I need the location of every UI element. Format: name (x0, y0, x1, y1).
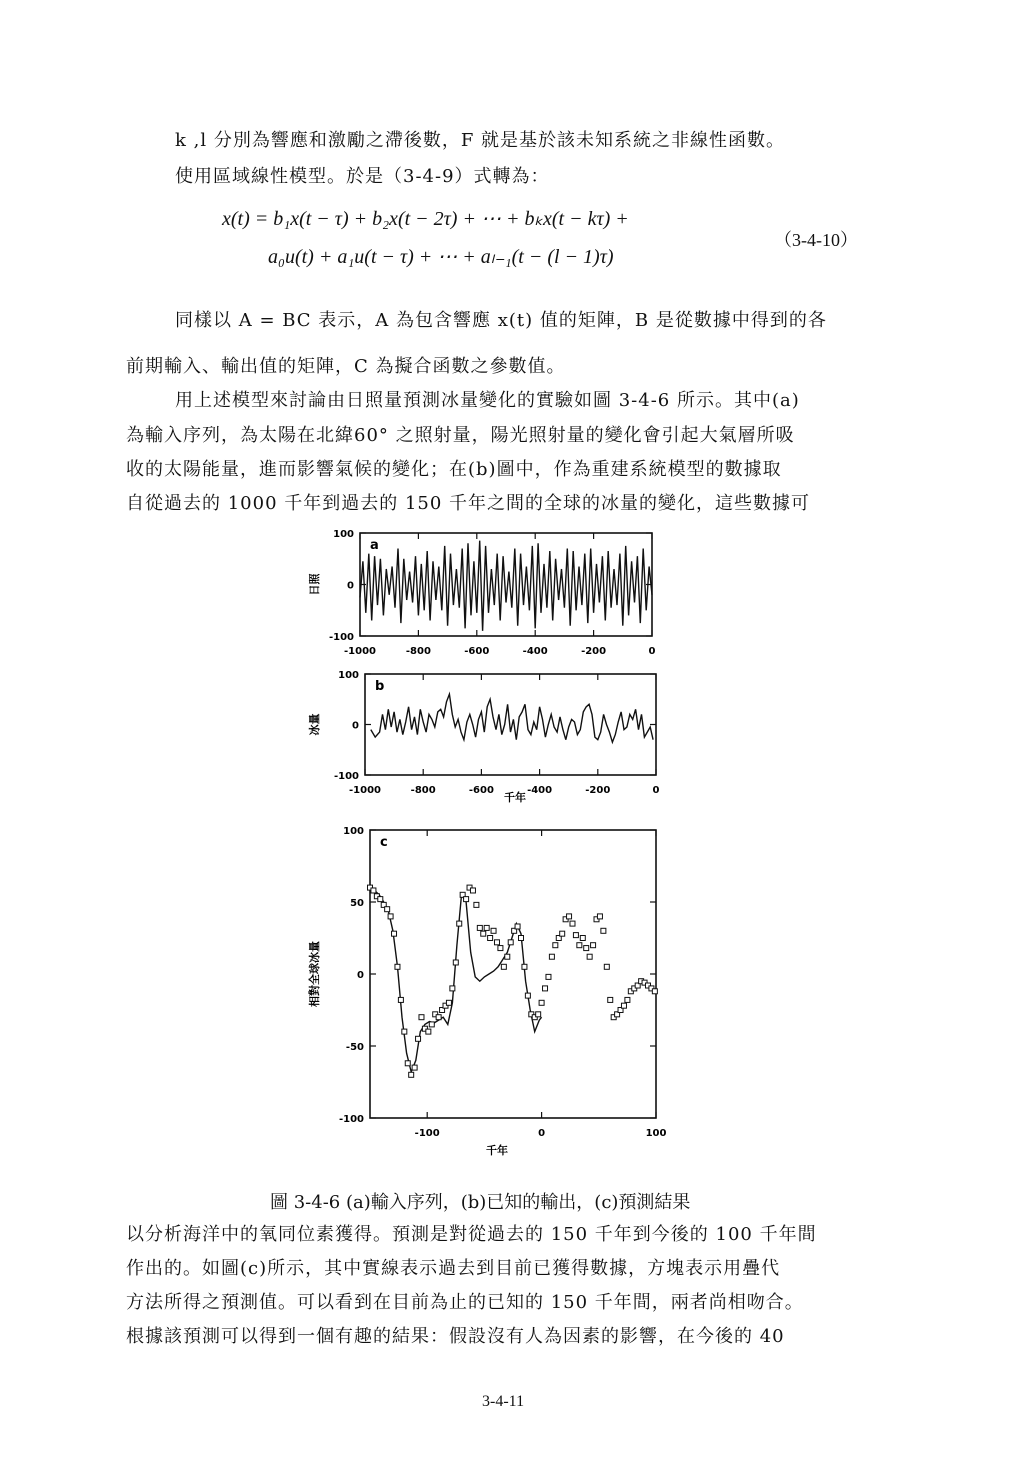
x-tick-label: 100 (645, 1128, 667, 1139)
predicted-point (625, 997, 630, 1002)
page-number: 3-4-11 (482, 1393, 525, 1410)
predicted-point (498, 946, 503, 951)
predicted-point (525, 993, 530, 998)
y-tick-label: 0 (347, 580, 354, 592)
x-tick-label: -200 (581, 646, 607, 657)
x-tick-label: 0 (652, 785, 660, 796)
figure-3-4-6 (0, 515, 1024, 1175)
predicted-point (539, 1000, 544, 1005)
text-line-10: 作出的。如圖(c)所示，其中實線表示過去到目前已獲得數據，方塊表示用疊代 (126, 1258, 781, 1279)
y-tick-label: 100 (338, 670, 359, 681)
x-tick-label: -1000 (349, 785, 381, 796)
predicted-point (543, 986, 548, 991)
panel-label: b (375, 679, 385, 694)
panel-label: a (370, 538, 379, 553)
y-tick-label: 100 (343, 826, 364, 837)
x-tick-label: 0 (648, 646, 656, 657)
predicted-point (587, 954, 592, 959)
predicted-point (570, 921, 575, 926)
text-line-2: 使用區域線性模型。於是（3-4-9）式轉為： (175, 166, 550, 187)
y-tick-label: 50 (350, 898, 364, 909)
predicted-point (395, 964, 400, 969)
predicted-point (402, 1029, 407, 1034)
text-line-12: 根據該預測可以得到一個有趣的結果：假設沒有人為因素的影響，在今後的 40 (126, 1326, 785, 1347)
x-tick-label: -800 (405, 646, 431, 657)
y-tick-label: -100 (328, 632, 354, 643)
panel-label: c (380, 835, 388, 850)
predicted-point (505, 954, 510, 959)
predicted-point (604, 964, 609, 969)
series-line (360, 541, 652, 631)
y-tick-label: -100 (333, 771, 359, 782)
predicted-point (519, 936, 524, 941)
predicted-point (405, 1061, 410, 1066)
predicted-point (409, 1072, 414, 1077)
y-tick-label: 0 (352, 720, 359, 732)
predicted-point (567, 914, 572, 919)
text-line-9: 以分析海洋中的氧同位素獲得。預測是對從過去的 150 千年到今後的 100 千年間 (126, 1224, 817, 1245)
figure-caption: 圖 3-4-6 (a)輸入序列，(b)已知的輸出，(c)預測結果 (270, 1192, 691, 1213)
text-line-7: 收的太陽能量，進而影響氣候的變化；在(b)圖中，作為重建系統模型的數據取 (126, 459, 782, 480)
predicted-point (549, 954, 554, 959)
plot-frame (360, 533, 652, 636)
predicted-point (426, 1029, 431, 1034)
chart-panel-a (307, 529, 656, 657)
predicted-point (536, 1012, 541, 1017)
predicted-point (488, 936, 493, 941)
predicted-point (474, 902, 479, 907)
predicted-point (481, 931, 486, 936)
x-tick-label: -400 (527, 785, 553, 796)
y-tick-label: -50 (345, 1042, 364, 1053)
text-line-6: 為輸入序列，為太陽在北緯60° 之照射量，陽光照射量的變化會引起大氣層所吸 (126, 425, 795, 446)
y-tick-label: -100 (338, 1114, 364, 1125)
predicted-point (392, 931, 397, 936)
x-tick-label: -600 (464, 646, 490, 657)
predicted-point (553, 943, 558, 948)
predicted-point (560, 931, 565, 936)
text-line-3: 同樣以 A = BC 表示，A 為包含響應 x(t) 值的矩陣，B 是從數據中得到的各 (175, 310, 827, 331)
chart-panel-c (307, 826, 666, 1157)
predicted-point (450, 986, 455, 991)
predicted-point (477, 925, 482, 930)
predicted-point (385, 907, 390, 912)
predicted-point (453, 960, 458, 965)
predicted-point (621, 1003, 626, 1008)
predicted-point (388, 914, 393, 919)
text-line-5: 用上述模型來討論由日照量預測冰量變化的實驗如圖 3-4-6 所示。其中(a) (175, 390, 800, 411)
predicted-point (494, 940, 499, 945)
predicted-point (416, 1036, 421, 1041)
predicted-point (573, 933, 578, 938)
plot-frame (365, 674, 656, 775)
predicted-point (371, 888, 376, 893)
x-tick-label: 0 (538, 1128, 546, 1139)
x-tick-label: -100 (414, 1128, 440, 1139)
x-tick-label: -200 (585, 785, 611, 796)
predicted-point (508, 940, 513, 945)
predicted-point (378, 897, 383, 902)
y-axis-label: 冰量 (308, 713, 321, 736)
predicted-point (436, 1015, 441, 1020)
predicted-point (470, 888, 475, 893)
equation-line-1: x(t) = b₁x(t − τ) + b₂x(t − 2τ) + ⋯ + bₖx(t − kτ) + (222, 208, 629, 230)
y-axis-label: 相對全球冰量 (308, 941, 321, 1007)
y-tick-label: 100 (333, 529, 354, 540)
x-axis-label: 千年 (486, 1144, 508, 1157)
predicted-point (491, 928, 496, 933)
predicted-point (652, 989, 657, 994)
predicted-point (584, 946, 589, 951)
text-line-1: k ,l 分別為響應和激勵之滯後數，F 就是基於該未知系統之非線性函數。 (175, 130, 786, 151)
equation-line-2: a₀u(t) + a₁u(t − τ) + ⋯ + aₗ₋₁(t − (l − 1)τ) (268, 246, 614, 268)
predicted-point (464, 897, 469, 902)
predicted-point (429, 1022, 434, 1027)
text-line-11: 方法所得之預測值。可以看到在目前為止的已知的 150 千年間，兩者尚相吻合。 (126, 1292, 804, 1313)
y-tick-label: 0 (357, 970, 364, 981)
predicted-point (601, 928, 606, 933)
x-axis-label: 千年 (504, 791, 526, 804)
predicted-point (419, 1015, 424, 1020)
predicted-point (591, 943, 596, 948)
x-tick-label: -800 (410, 785, 436, 796)
predicted-point (546, 974, 551, 979)
text-line-4: 前期輸入、輸出值的矩陣，C 為擬合函數之參數值。 (126, 356, 566, 377)
equation-number: （3-4-10） (774, 230, 858, 250)
predicted-point (597, 914, 602, 919)
predicted-point (577, 943, 582, 948)
predicted-point (522, 964, 527, 969)
predicted-point (515, 924, 520, 929)
predicted-point (580, 936, 585, 941)
x-tick-label: -400 (522, 646, 548, 657)
predicted-point (398, 997, 403, 1002)
series-line (370, 885, 542, 1072)
series-line (371, 694, 653, 742)
predicted-point (608, 997, 613, 1002)
predicted-point (457, 921, 462, 926)
predicted-point (446, 1000, 451, 1005)
predicted-point (484, 925, 489, 930)
chart-panel-b (307, 670, 660, 804)
x-tick-label: -1000 (344, 646, 376, 657)
predicted-point (412, 1065, 417, 1070)
y-axis-label: 日照 (308, 573, 321, 596)
x-tick-label: -600 (468, 785, 494, 796)
text-line-8: 自從過去的 1000 千年到過去的 150 千年之間的全球的冰量的變化，這些數據可 (126, 493, 811, 514)
predicted-point (501, 964, 506, 969)
